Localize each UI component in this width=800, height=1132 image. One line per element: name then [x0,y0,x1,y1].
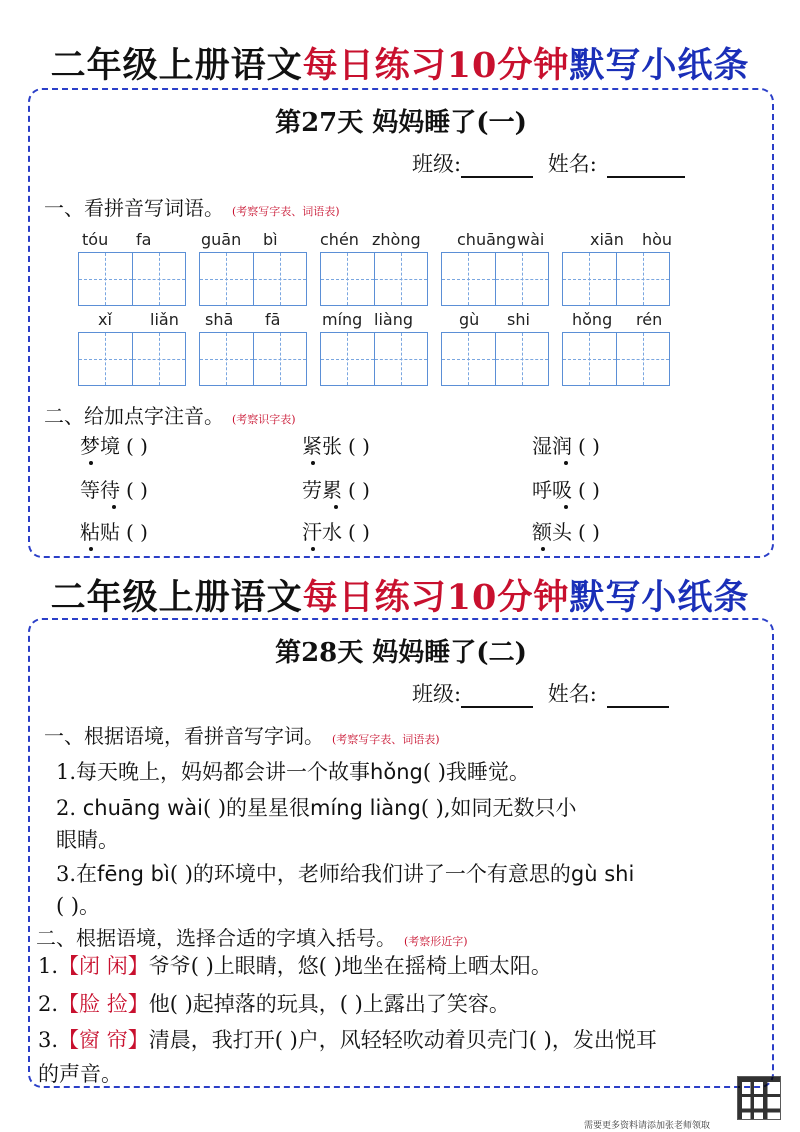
banner-part1: 二年级上册语文 [50,577,303,618]
name-blank[interactable] [607,154,685,178]
pinyin-label: míng [322,310,363,329]
pinyin-label: chuāng [457,230,517,249]
name-blank[interactable] [607,684,669,708]
word: 梦境 [80,434,120,458]
word: 汗水 [302,520,342,544]
writing-grid[interactable] [78,332,186,386]
section-title-text: 二、根据语境，选择合适的字填入括号。 [36,926,396,950]
pinyin-label: wài [517,230,545,249]
annotate-word [532,474,600,503]
pinyin-label: fā [265,310,281,329]
choice-2 [38,988,510,1018]
day28-section2-title [36,922,468,951]
question-1 [56,756,530,786]
day27-class-name-line [412,148,685,178]
pinyin-label: chén [320,230,359,249]
question-2-cont: 眼睛。 [56,828,119,852]
word: 额头 [532,520,572,544]
word: 湿润 [532,434,572,458]
writing-grid[interactable] [199,332,307,386]
word: 等待 [80,478,120,502]
word: 紧张 [302,434,342,458]
word: 呼吸 [532,478,572,502]
choice-options: 【窗 帘】 [58,1028,149,1052]
choice-3 [38,1024,657,1054]
q-pinyin: fēng bì [97,862,170,886]
word: 劳累 [302,478,342,502]
banner-part1: 二年级上册语文 [50,45,303,86]
word: 粘贴 [80,520,120,544]
writing-grid[interactable] [562,252,670,306]
banner-top [0,38,800,88]
name-label: 姓名: [547,682,597,706]
q-text: 2. [56,796,83,820]
answer-paren[interactable]: ( ) [348,434,370,458]
banner-part2: 每日练习10分钟 [302,45,570,86]
class-label: 班级: [412,152,462,176]
banner-part3: 默写小纸条 [569,577,750,618]
q-text[interactable]: ( )的星星很 [202,796,311,820]
banner-part2: 每日练习10分钟 [302,577,570,618]
day27-card [28,88,774,558]
pinyin-label: guān [201,230,242,249]
annotate-word [80,474,148,503]
day27-section2-title [44,400,296,429]
annotate-word [80,430,148,459]
annotate-word [302,430,370,459]
banner-part3: 默写小纸条 [569,45,750,86]
pinyin-label: shā [205,310,234,329]
choice-options: 【闭 闲】 [58,954,149,978]
pinyin-label: zhòng [372,230,421,249]
day28-class-name-line [412,678,669,708]
pinyin-label: fa [136,230,152,249]
choice-1 [38,950,552,980]
writing-grid[interactable] [441,252,549,306]
day28-card [28,618,774,1088]
writing-grid[interactable] [320,252,428,306]
pinyin-label: shi [507,310,530,329]
pinyin-label: liàng [374,310,413,329]
answer-paren[interactable]: ( ) [578,478,600,502]
pinyin-label: rén [636,310,663,329]
section-note: (考察写字表、词语表) [332,733,440,746]
choice-options: 【脸 捡】 [58,992,149,1016]
answer-paren[interactable]: ( ) [126,478,148,502]
class-label: 班级: [412,682,462,706]
footer-note: 需要更多资料请添加张老师领取 [584,1121,711,1131]
section-title-text: 一、根据语境，看拼音写字词。 [44,724,324,748]
q-text[interactable]: ( )我睡觉。 [422,760,530,784]
annotate-word [532,516,600,545]
choice-3-cont: 的声音。 [38,1062,122,1086]
annotate-word [532,430,600,459]
section-note: (考察形近字) [404,935,468,948]
pinyin-label: hǒng [572,310,613,329]
annotate-word [302,474,370,503]
answer-paren[interactable]: ( ) [348,520,370,544]
writing-grid[interactable] [562,332,670,386]
answer-paren[interactable]: ( ) [578,434,600,458]
q-pinyin: chuāng wài [82,796,203,820]
choice-number: 1. [38,954,59,978]
q-text[interactable]: ( ),如同无数只小 [420,796,577,820]
pinyin-label: xǐ [98,310,112,329]
answer-paren[interactable]: ( ) [578,520,600,544]
pinyin-label: gù [459,310,480,329]
choice-text[interactable]: 清晨，我打开( )户，风轻轻吹动着贝壳门( )，发出悦耳 [148,1028,657,1052]
question-3-cont[interactable]: ( )。 [56,894,101,918]
choice-text[interactable]: 他( )起掉落的玩具，( )上露出了笑容。 [148,992,510,1016]
answer-paren[interactable]: ( ) [348,478,370,502]
qr-code-icon [737,1076,781,1120]
pinyin-label: hòu [642,230,673,249]
question-3 [56,858,634,888]
pinyin-label: xiān [590,230,624,249]
answer-paren[interactable]: ( ) [126,434,148,458]
writing-grid[interactable] [78,252,186,306]
pinyin-label: tóu [82,230,109,249]
class-blank[interactable] [461,684,533,708]
q-text: 3.在 [56,862,98,886]
q-text: 1.每天晚上，妈妈都会讲一个故事 [56,760,371,784]
writing-grid[interactable] [441,332,549,386]
name-label: 姓名: [547,152,597,176]
writing-grid[interactable] [199,252,307,306]
section-note: (考察识字表) [232,413,296,426]
annotate-word [80,516,148,545]
banner-middle [0,570,800,620]
day28-section1-title [44,720,440,749]
section-title-text: 一、看拼音写词语。 [44,196,224,220]
q-pinyin: hǒng [370,760,423,784]
q-pinyin: gù shi [570,862,635,886]
section-note: (考察写字表、词语表) [232,205,340,218]
choice-text[interactable]: 爷爷( )上眼睛，悠( )地坐在摇椅上晒太阳。 [148,954,552,978]
day28-title: 第28天 妈妈睡了(二) [275,638,527,668]
answer-paren[interactable]: ( ) [126,520,148,544]
day27-section1-title [44,192,340,221]
choice-number: 3. [38,1028,59,1052]
class-blank[interactable] [461,154,533,178]
writing-grid[interactable] [320,332,428,386]
choice-number: 2. [38,992,59,1016]
annotate-word [302,516,370,545]
day27-title: 第27天 妈妈睡了(一) [275,108,527,138]
q-text[interactable]: ( )的环境中，老师给我们讲了一个有意思的 [169,862,571,886]
pinyin-label: bì [263,230,278,249]
pinyin-label: liǎn [150,310,179,329]
question-2 [56,792,577,822]
section-title-text: 二、给加点字注音。 [44,404,224,428]
q-pinyin: míng liàng [310,796,421,820]
